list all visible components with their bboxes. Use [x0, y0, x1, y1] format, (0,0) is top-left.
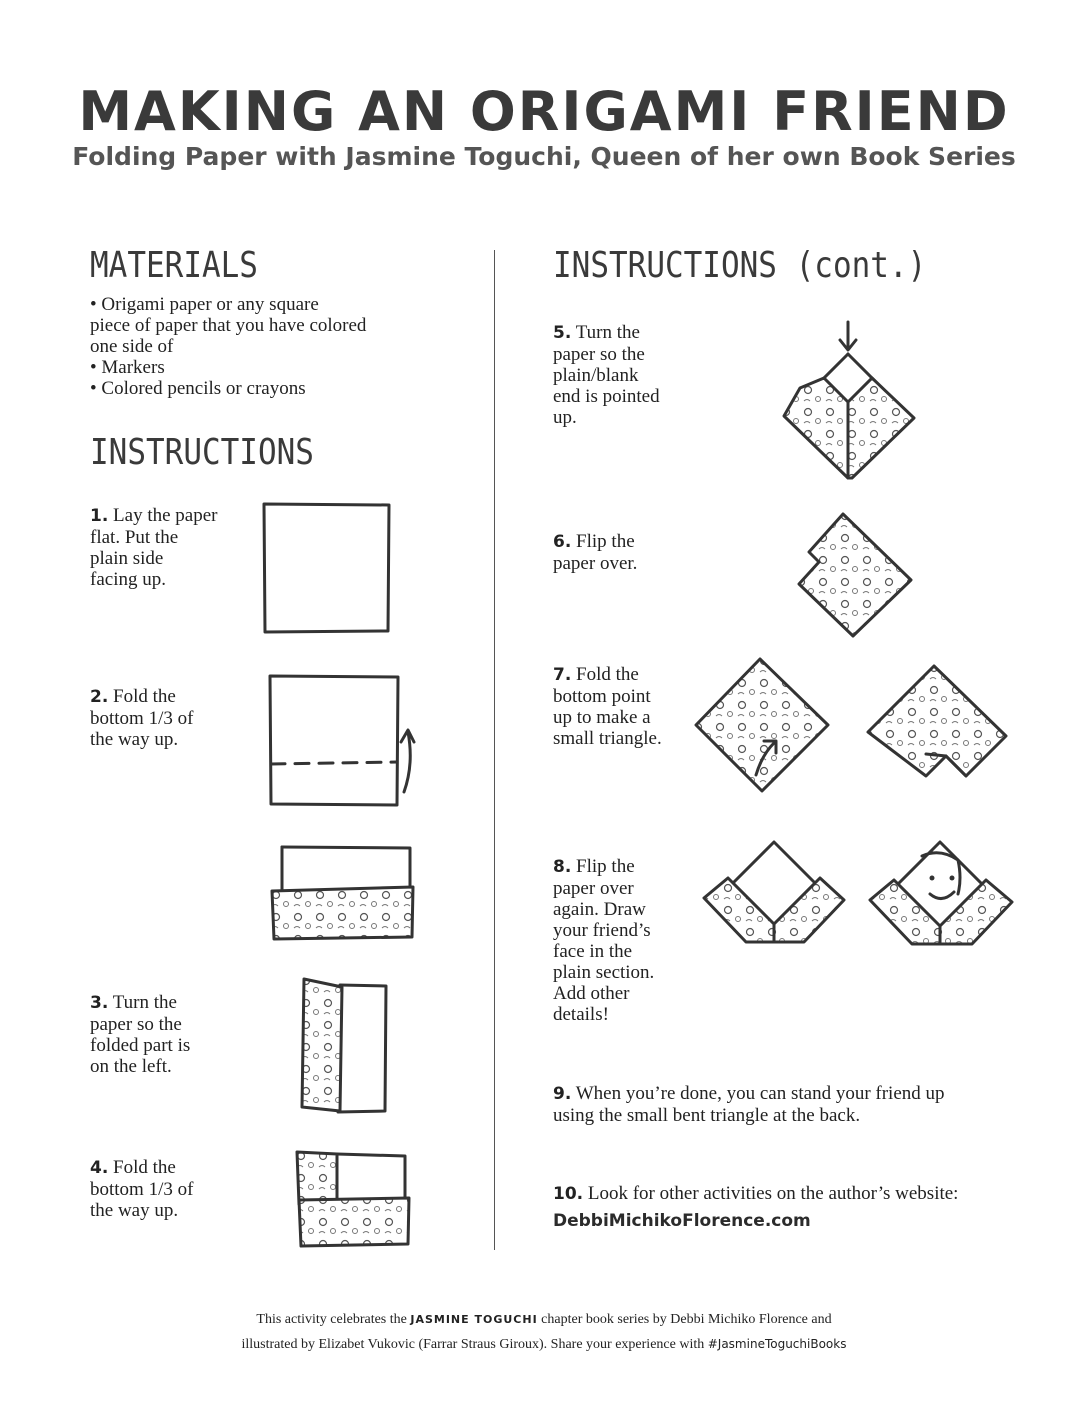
step-9-text: 9. When you’re done, you can stand your friend up using the small bent triangle at the back. [553, 1083, 945, 1126]
step-5-text: 5. Turn the paper so the plain/blank end is pointed up. [553, 322, 660, 428]
materials-line: piece of paper that you have colored [90, 315, 367, 336]
step-2-fold-illustration [268, 674, 418, 808]
series-brand: JASMINE TOGUCHI [410, 1313, 538, 1326]
step-8-flip-illustration [700, 838, 850, 948]
step-7-text: 7. Fold the bottom point up to make a small triangle. [553, 664, 662, 749]
step-number: 2. [90, 687, 109, 707]
step-number: 3. [90, 993, 109, 1013]
step-1-text: 1. Lay the paper flat. Put the plain side facing up. [90, 505, 218, 590]
materials-line: one side of [90, 336, 174, 357]
step-3-turn-illustration [300, 975, 390, 1115]
column-divider [494, 250, 495, 1250]
author-website-link[interactable]: DebbiMichikoFlorence.com [553, 1211, 811, 1231]
step-7-result-illustration [862, 662, 1012, 782]
step-3-text: 3. Turn the paper so the folded part is on the left. [90, 992, 191, 1077]
step-number: 1. [90, 506, 109, 526]
materials-list [90, 294, 430, 399]
step-7-fold-illustration [692, 655, 832, 795]
materials-heading: MATERIALS [90, 245, 258, 287]
materials-line: • Origami paper or any square [90, 294, 319, 315]
page-title: MAKING AN ORIGAMI FRIEND [78, 80, 1010, 143]
step-number: 8. [553, 857, 572, 877]
step-2-result-illustration [270, 845, 420, 941]
step-6-text: 6. Flip the paper over. [553, 531, 638, 574]
materials-line: • Markers [90, 357, 165, 378]
footer-credits: This activity celebrates the JASMINE TOGUCHI chapter book series by Debbi Michiko Florence and illustrated by Elizabet Vukovic (Farrar Straus Giroux). Share your experience with #JasmineToguchiBooks [241, 1312, 847, 1352]
step-10-text: 10. Look for other activities on the author’s website: [553, 1183, 959, 1204]
step-6-flipped-illustration [795, 510, 915, 640]
materials-line: • Colored pencils or crayons [90, 378, 306, 399]
step-2-text: 2. Fold the bottom 1/3 of the way up. [90, 686, 194, 750]
step-1-square-illustration [262, 502, 392, 634]
step-8-text: 8. Flip the paper over again. Draw your friend’s face in the plain section. Add other details! [553, 856, 655, 1025]
step-4-fold-illustration [295, 1150, 415, 1248]
step-number: 4. [90, 1158, 109, 1178]
step-5-diamond-illustration [780, 318, 920, 484]
hashtag: #JasmineToguchiBooks [707, 1337, 847, 1351]
instructions-cont-heading: INSTRUCTIONS (cont.) [553, 245, 927, 287]
step-number: 10. [553, 1184, 584, 1204]
page-subtitle: Folding Paper with Jasmine Toguchi, Queen of her own Book Series [72, 142, 1016, 171]
step-number: 6. [553, 532, 572, 552]
instructions-heading: INSTRUCTIONS [90, 432, 314, 474]
step-number: 7. [553, 665, 572, 685]
step-4-text: 4. Fold the bottom 1/3 of the way up. [90, 1157, 194, 1221]
step-8-face-illustration [866, 838, 1016, 950]
step-number: 9. [553, 1084, 572, 1104]
step-number: 5. [553, 323, 572, 343]
